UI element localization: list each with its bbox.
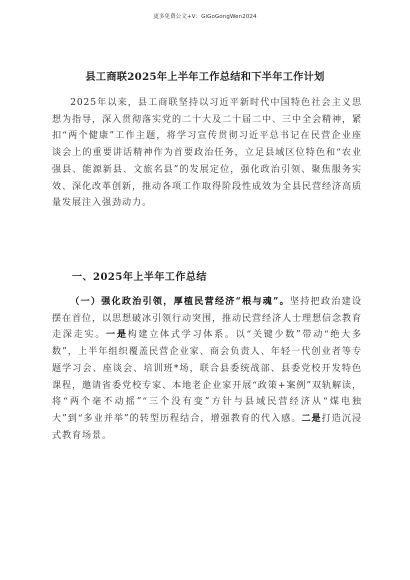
marker-first: 一是 <box>106 329 128 341</box>
subsection-text-a: 坚持把政治建设摆在首位，以思想破冰引领行动突围，推动民营经济人士理想信念教育走深走实。 <box>52 297 362 341</box>
document-title: 县工商联2025年上半年工作总结和下半年工作计划 <box>85 71 325 83</box>
subsection-heading: （一）强化政治引领，厚植民营经济“根与魂”。 <box>70 296 290 307</box>
subsection-paragraph <box>52 294 362 444</box>
subsection-text-b: 构建立体式学习体系。以“关键少数”带动“绝大多数”，上半年组织覆盖民营企业家、商会负责人、年轻一代创业者等专题学习会、座谈会、培训班*场，联合县委统战部、县委党校开发特色课程，邀请省委党校专家、本地老企业家开展“政策+案例”双轨解读，将“两个毫不动摇”“三个没有变”方针与县域民营经济从“煤电独大”到“多业并举”的转型历程结合，增强教育的代入感。 <box>52 330 362 424</box>
marker-second: 二是 <box>301 412 322 424</box>
intro-paragraph: 2025年以来，县工商联坚持以习近平新时代中国特色社会主义思想为指导，深入贯彻落实党的二十大及二十届二中、三中全会精神，紧扣“两个健康”工作主题，将学习宣传贯彻习近平总书记在民营企业座谈会上的重要讲话精神作为首要政治任务，立足县域区位特色和“农业强县、能源新县、文旅名县”的发展定位，强化政治引领、聚焦服务实效、深化改革创新，推动各项工作取得阶段性成效为全县民营经济高质量发展注入强劲动力。 <box>52 98 362 209</box>
subsection-text-c: 打造沉浸式教育场景。 <box>52 413 362 441</box>
section-heading: 一、2025年上半年工作总结 <box>72 272 207 283</box>
header-note: 更多免费公文+V：GiGoGongWen2024 <box>153 14 257 20</box>
